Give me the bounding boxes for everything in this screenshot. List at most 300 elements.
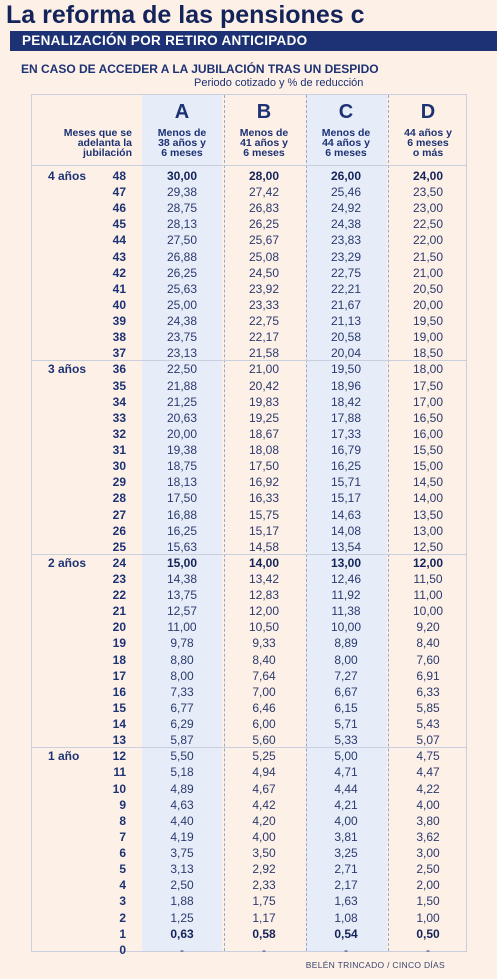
reduction-cell-c: 11,92: [331, 588, 361, 603]
months-cell: 46: [112, 201, 126, 216]
months-cell: 41: [112, 281, 126, 296]
reduction-cell-d: 5,07: [416, 733, 440, 748]
months-cell: 5: [119, 862, 126, 877]
months-cell: 38: [112, 330, 126, 345]
reduction-cell-b: 12,00: [248, 604, 280, 619]
reduction-cell-c: 3,81: [334, 829, 358, 844]
reduction-cell-c: 17,88: [330, 410, 362, 425]
months-header-line: jubilación: [82, 147, 132, 159]
reduction-cell-d: 5,85: [416, 700, 440, 715]
reduction-cell-c: 20,58: [330, 330, 362, 345]
reduction-cell-c: 5,71: [334, 717, 358, 732]
reduction-cell-a: 29,38: [166, 185, 198, 200]
reduction-cell-a: 13,75: [166, 588, 198, 603]
reduction-cell-c: 15,71: [330, 475, 362, 490]
years-group-label: 2 años: [48, 555, 87, 570]
reduction-cell-d: 16,50: [412, 410, 444, 425]
table-row: [32, 345, 466, 361]
reduction-cell-c: 16,79: [330, 443, 362, 458]
table-row: [32, 474, 466, 490]
months-cell: 32: [112, 426, 126, 441]
reduction-cell-c: 6,67: [334, 684, 358, 699]
months-cell: 42: [112, 265, 126, 280]
table-row: [32, 764, 466, 780]
reduction-cell-d: 13,50: [412, 507, 444, 522]
reduction-cell-b: 28,00: [248, 169, 280, 183]
months-cell: 48: [112, 169, 126, 183]
reduction-cell-b: 5,60: [252, 733, 276, 748]
months-cell: 11: [113, 765, 126, 780]
reduction-cell-d: 0,50: [416, 926, 440, 941]
months-cell: 40: [112, 297, 126, 312]
reduction-cell-c: 26,00: [330, 169, 362, 183]
table-row: [32, 378, 466, 394]
reduction-cell-d: 18,00: [412, 362, 444, 377]
reduction-cell-d: 24,00: [412, 169, 444, 183]
reduction-cell-a: 26,88: [166, 249, 198, 264]
months-cell: 33: [112, 410, 126, 425]
months-column-header: [36, 128, 132, 158]
table-row: [32, 265, 466, 281]
reduction-cell-c: 11,38: [331, 604, 361, 619]
reduction-cell-a: 18,75: [166, 459, 198, 474]
months-cell: 21: [112, 604, 126, 619]
reduction-cell-d: 17,00: [412, 394, 444, 409]
reduction-cell-a: 19,38: [166, 443, 198, 458]
reduction-cell-a: 7,33: [170, 684, 194, 699]
reduction-cell-a: 28,13: [166, 217, 198, 232]
reduction-cell-a: 3,13: [170, 862, 194, 877]
column-header-line: 6 meses: [325, 147, 367, 159]
reduction-cell-b: 15,75: [248, 507, 280, 522]
reduction-cell-c: 8,00: [334, 652, 358, 667]
banner-text: PENALIZACIÓN POR RETIRO ANTICIPADO: [22, 33, 308, 48]
reduction-cell-a: 17,50: [166, 491, 198, 506]
reduction-cell-b: 27,42: [248, 185, 280, 200]
table-row: [32, 652, 466, 668]
months-cell: 2: [119, 910, 126, 925]
reduction-cell-b: 21,58: [248, 346, 280, 361]
reduction-cell-c: 4,00: [334, 813, 358, 828]
table-row: [32, 910, 466, 926]
reduction-cell-c: 5,33: [334, 733, 358, 748]
table-row: [32, 184, 466, 200]
reduction-cell-c: 23,29: [330, 249, 362, 264]
months-header-line: adelanta la: [77, 137, 132, 149]
months-cell: 26: [112, 523, 126, 538]
reduction-cell-d: 15,50: [412, 443, 444, 458]
reduction-cell-b: 16,33: [248, 491, 280, 506]
table-row: [32, 426, 466, 442]
reduction-cell-a: 18,13: [166, 475, 198, 490]
reduction-cell-d: 19,50: [412, 314, 444, 329]
reduction-cell-d: 5,43: [416, 717, 440, 732]
column-header: [224, 128, 304, 158]
reduction-cell-d: 13,00: [412, 523, 444, 538]
table-row: [32, 313, 466, 329]
reduction-cell-c: 1,08: [334, 910, 358, 925]
table-row: [32, 716, 466, 732]
column-header-line: 38 años y: [158, 137, 206, 149]
months-cell: 9: [119, 797, 126, 812]
table-row: [32, 361, 466, 377]
months-cell: 30: [112, 459, 126, 474]
months-cell: 35: [112, 378, 126, 393]
months-cell: 12: [112, 749, 126, 764]
reduction-cell-d: 20,00: [412, 297, 444, 312]
reduction-cell-d: 19,00: [412, 330, 444, 345]
column-letter: B: [256, 101, 272, 123]
column-header-line: Menos de: [239, 127, 289, 139]
table-row: [32, 458, 466, 474]
reduction-cell-c: 20,04: [330, 346, 362, 361]
reduction-cell-b: 22,17: [248, 330, 280, 345]
reduction-cell-d: 2,00: [416, 878, 440, 893]
reduction-cell-a: 28,75: [166, 201, 198, 216]
reduction-cell-d: 21,50: [412, 249, 444, 264]
reduction-cell-b: 10,50: [248, 620, 280, 635]
table-row: [32, 877, 466, 893]
reduction-cell-c: 21,67: [330, 297, 362, 312]
months-cell: 14: [112, 717, 126, 732]
reduction-cell-c: 22,75: [330, 265, 362, 280]
reduction-cell-c: 24,38: [330, 217, 362, 232]
reduction-cell-c: 18,42: [330, 394, 362, 409]
reduction-cell-d: 4,47: [416, 765, 440, 780]
table-row: [32, 684, 466, 700]
months-cell: 6: [119, 846, 126, 861]
column-header-line: 6 meses: [407, 137, 449, 149]
table-row: [32, 748, 466, 764]
reduction-cell-b: 4,20: [252, 813, 276, 828]
reduction-cell-b: 21,00: [248, 362, 280, 377]
reduction-cell-d: 15,00: [412, 459, 444, 474]
reduction-cell-a: 8,80: [170, 652, 194, 667]
reduction-cell-a: 9,78: [170, 636, 194, 651]
reduction-cell-a: 26,25: [166, 265, 198, 280]
reduction-cell-b: 6,00: [252, 717, 276, 732]
reduction-cell-a: 12,57: [166, 604, 198, 619]
months-cell: 10: [112, 781, 126, 796]
reduction-cell-c: 4,44: [334, 781, 358, 796]
reduction-cell-b: 3,50: [252, 846, 276, 861]
reduction-cell-d: 3,00: [416, 846, 440, 861]
months-cell: 19: [112, 636, 126, 651]
reduction-cell-b: 4,67: [252, 781, 276, 796]
table-row: [32, 845, 466, 861]
table-row: [32, 490, 466, 506]
reduction-cell-b: 19,25: [248, 410, 280, 425]
reduction-cell-b: 1,75: [252, 894, 276, 909]
reduction-cell-d: 7,60: [416, 652, 440, 667]
reduction-cell-c: 1,63: [334, 894, 358, 909]
reduction-cell-b: 9,33: [252, 636, 276, 651]
reduction-cell-c: 5,00: [334, 749, 358, 764]
reduction-cell-d: 1,50: [416, 894, 440, 909]
reduction-cell-d: 6,33: [416, 684, 440, 699]
reduction-cell-c: 14,08: [330, 523, 362, 538]
column-header: [388, 128, 468, 158]
reduction-cell-b: 5,25: [252, 749, 276, 764]
reduction-cell-c: 24,92: [330, 201, 362, 216]
reduction-cell-b: 24,50: [248, 265, 280, 280]
table-row: [32, 587, 466, 603]
pension-penalty-table: [31, 94, 467, 957]
reduction-cell-a: -: [180, 942, 184, 957]
column-header-line: 6 meses: [161, 147, 203, 159]
reduction-cell-c: 2,17: [334, 878, 358, 893]
months-cell: 18: [112, 652, 126, 667]
reduction-cell-c: 22,21: [330, 281, 362, 296]
table-row: [32, 700, 466, 716]
reduction-cell-d: 3,80: [416, 813, 440, 828]
reduction-cell-b: 18,08: [248, 443, 280, 458]
reduction-cell-c: 12,46: [330, 572, 362, 586]
reduction-cell-d: 21,00: [412, 265, 444, 280]
months-cell: 22: [112, 588, 126, 603]
reduction-cell-b: 0,58: [252, 926, 276, 941]
reduction-cell-b: 2,92: [252, 862, 276, 877]
months-cell: 39: [112, 314, 126, 329]
months-cell: 37: [112, 346, 126, 361]
months-cell: 16: [112, 684, 126, 699]
table-row: [32, 861, 466, 877]
months-header-line: Meses que se: [63, 127, 132, 139]
months-cell: 23: [112, 572, 126, 586]
reduction-cell-a: 30,00: [166, 169, 198, 183]
reduction-cell-c: 8,89: [334, 636, 358, 651]
reduction-cell-b: 19,83: [248, 394, 280, 409]
reduction-cell-c: 3,25: [334, 846, 358, 861]
table-row: [32, 893, 466, 909]
column-header-line: 44 años y: [404, 127, 452, 139]
table-row: [32, 926, 466, 942]
column-header: [142, 128, 222, 158]
reduction-cell-b: 8,40: [252, 652, 276, 667]
reduction-cell-a: 1,25: [170, 910, 194, 925]
reduction-cell-d: 11,50: [413, 572, 443, 586]
reduction-cell-b: 4,00: [252, 829, 276, 844]
reduction-cell-b: 25,67: [248, 233, 280, 248]
reduction-cell-c: -: [344, 942, 348, 957]
years-group-label: 1 año: [48, 749, 80, 764]
table-row: [32, 200, 466, 216]
months-cell: 25: [112, 539, 126, 554]
reduction-cell-c: 6,15: [334, 700, 358, 715]
reduction-cell-c: 10,00: [330, 620, 362, 635]
table-row: [32, 539, 466, 555]
reduction-cell-a: 4,63: [170, 797, 194, 812]
table-row: [32, 555, 466, 571]
months-cell: 36: [112, 362, 126, 377]
table-row: [32, 329, 466, 345]
reduction-cell-b: 4,94: [252, 765, 276, 780]
reduction-cell-a: 4,40: [170, 813, 194, 828]
reduction-cell-b: 13,42: [248, 572, 280, 586]
months-cell: 31: [112, 443, 126, 458]
reduction-cell-b: 15,17: [248, 523, 280, 538]
reduction-cell-c: 23,83: [330, 233, 362, 248]
reduction-cell-a: 25,63: [166, 281, 198, 296]
column-letter: D: [420, 101, 436, 123]
reduction-cell-a: 2,50: [170, 878, 194, 893]
column-header-line: 41 años y: [240, 137, 288, 149]
reduction-cell-d: 14,50: [412, 475, 444, 490]
reduction-cell-d: 12,00: [412, 555, 444, 570]
reduction-cell-a: 24,38: [166, 314, 198, 329]
reduction-cell-b: 2,33: [252, 878, 276, 893]
reduction-cell-b: -: [262, 942, 266, 957]
table-row: [32, 232, 466, 248]
reduction-cell-c: 25,46: [330, 185, 362, 200]
reduction-cell-b: 23,33: [248, 297, 280, 312]
reduction-cell-c: 13,54: [330, 539, 362, 554]
reduction-cell-a: 23,75: [166, 330, 198, 345]
reduction-cell-d: 22,50: [412, 217, 444, 232]
reduction-cell-c: 16,25: [330, 459, 362, 474]
months-cell: 43: [112, 249, 126, 264]
reduction-cell-c: 13,00: [330, 555, 362, 570]
column-header-line: 6 meses: [243, 147, 285, 159]
reduction-cell-d: 23,00: [412, 201, 444, 216]
reduction-cell-c: 4,21: [334, 797, 358, 812]
reduction-cell-b: 14,58: [248, 539, 280, 554]
reduction-cell-c: 0,54: [334, 926, 358, 941]
reduction-cell-c: 21,13: [330, 314, 362, 329]
months-cell: 13: [112, 733, 126, 748]
reduction-cell-a: 5,18: [170, 765, 194, 780]
table-row: [32, 394, 466, 410]
reduction-cell-b: 17,50: [248, 459, 280, 474]
reduction-cell-a: 23,13: [166, 346, 198, 361]
reduction-cell-b: 12,83: [248, 588, 280, 603]
reduction-cell-c: 2,71: [334, 862, 358, 877]
reduction-cell-a: 5,50: [170, 749, 194, 764]
reduction-cell-b: 7,64: [252, 668, 276, 683]
months-cell: 44: [112, 233, 126, 248]
table-row: [32, 797, 466, 813]
months-cell: 8: [119, 813, 126, 828]
reduction-cell-c: 15,17: [330, 491, 362, 506]
reduction-cell-b: 1,17: [252, 910, 276, 925]
reduction-cell-b: 4,42: [252, 797, 276, 812]
reduction-cell-a: 8,00: [170, 668, 194, 683]
months-cell: 3: [119, 894, 126, 909]
credit-line: BELÉN TRINCADO / CINCO DÍAS: [305, 960, 445, 970]
years-group-label: 3 años: [48, 362, 87, 377]
reduction-cell-a: 21,88: [166, 378, 198, 393]
column-header: [306, 128, 386, 158]
reduction-cell-a: 16,25: [166, 523, 198, 538]
months-cell: 0: [119, 942, 126, 957]
reduction-cell-a: 14,38: [166, 572, 198, 586]
table-subtitle: EN CASO DE ACCEDER A LA JUBILACIÓN TRAS UN DESPIDO: [21, 62, 379, 76]
reduction-cell-b: 16,92: [248, 475, 280, 490]
table-row: [32, 442, 466, 458]
reduction-cell-b: 22,75: [248, 314, 280, 329]
column-header-line: Menos de: [157, 127, 207, 139]
reduction-cell-d: 6,91: [416, 668, 440, 683]
months-cell: 20: [112, 620, 126, 635]
reduction-cell-a: 11,00: [167, 620, 197, 635]
reduction-cell-d: 22,00: [412, 233, 444, 248]
reduction-cell-b: 25,08: [248, 249, 280, 264]
months-cell: 7: [119, 829, 126, 844]
reduction-cell-a: 4,89: [170, 781, 194, 796]
table-subnote: Periodo cotizado y % de reducción: [194, 77, 364, 89]
reduction-cell-a: 21,25: [166, 394, 198, 409]
reduction-cell-b: 7,00: [252, 684, 276, 699]
reduction-cell-a: 6,77: [170, 700, 194, 715]
reduction-cell-d: 4,00: [416, 797, 440, 812]
column-letter: C: [338, 101, 354, 123]
months-cell: 47: [112, 185, 126, 200]
reduction-cell-c: 14,63: [330, 507, 362, 522]
months-cell: 45: [112, 217, 126, 232]
reduction-cell-a: 5,87: [170, 733, 194, 748]
table-row: [32, 571, 466, 587]
reduction-cell-a: 6,29: [170, 717, 194, 732]
table-row: [32, 216, 466, 232]
reduction-cell-d: 10,00: [412, 604, 444, 619]
reduction-cell-a: 15,00: [166, 555, 198, 570]
reduction-cell-b: 6,46: [252, 700, 276, 715]
table-row: [32, 813, 466, 829]
months-cell: 24: [112, 555, 126, 570]
reduction-cell-b: 26,83: [248, 201, 280, 216]
months-cell: 4: [119, 878, 126, 893]
reduction-cell-c: 7,27: [334, 668, 358, 683]
table-row: [32, 619, 466, 635]
months-cell: 27: [112, 507, 126, 522]
reduction-cell-a: 3,75: [170, 846, 194, 861]
table-row: [32, 249, 466, 265]
reduction-cell-c: 19,50: [330, 362, 362, 377]
reduction-cell-a: 4,19: [170, 829, 194, 844]
table-row: [32, 781, 466, 797]
table-row: [32, 829, 466, 845]
reduction-cell-d: 18,50: [412, 346, 444, 361]
reduction-cell-a: 27,50: [166, 233, 198, 248]
reduction-cell-d: 23,50: [412, 185, 444, 200]
reduction-cell-a: 22,50: [166, 362, 198, 377]
reduction-cell-b: 20,42: [248, 378, 280, 393]
header-divider: [32, 165, 466, 166]
reduction-cell-d: 11,00: [413, 588, 443, 603]
reduction-cell-d: 12,50: [412, 539, 444, 554]
table-row: [32, 732, 466, 748]
reduction-cell-d: 8,40: [416, 636, 440, 651]
table-row: [32, 603, 466, 619]
months-cell: 34: [112, 394, 126, 409]
reduction-cell-b: 18,67: [248, 426, 280, 441]
reduction-cell-d: 9,20: [416, 620, 440, 635]
reduction-cell-b: 23,92: [248, 281, 280, 296]
reduction-cell-d: 14,00: [412, 491, 444, 506]
table-row: [32, 668, 466, 684]
reduction-cell-d: 2,50: [416, 862, 440, 877]
table-row: [32, 942, 466, 958]
column-header-line: Menos de: [321, 127, 371, 139]
reduction-cell-d: 17,50: [412, 378, 444, 393]
reduction-cell-a: 16,88: [166, 507, 198, 522]
reduction-cell-d: 20,50: [412, 281, 444, 296]
reduction-cell-a: 15,63: [166, 539, 198, 554]
table-row: [32, 507, 466, 523]
reduction-cell-a: 25,00: [166, 297, 198, 312]
reduction-cell-b: 26,25: [248, 217, 280, 232]
column-header-line: o más: [412, 147, 444, 159]
